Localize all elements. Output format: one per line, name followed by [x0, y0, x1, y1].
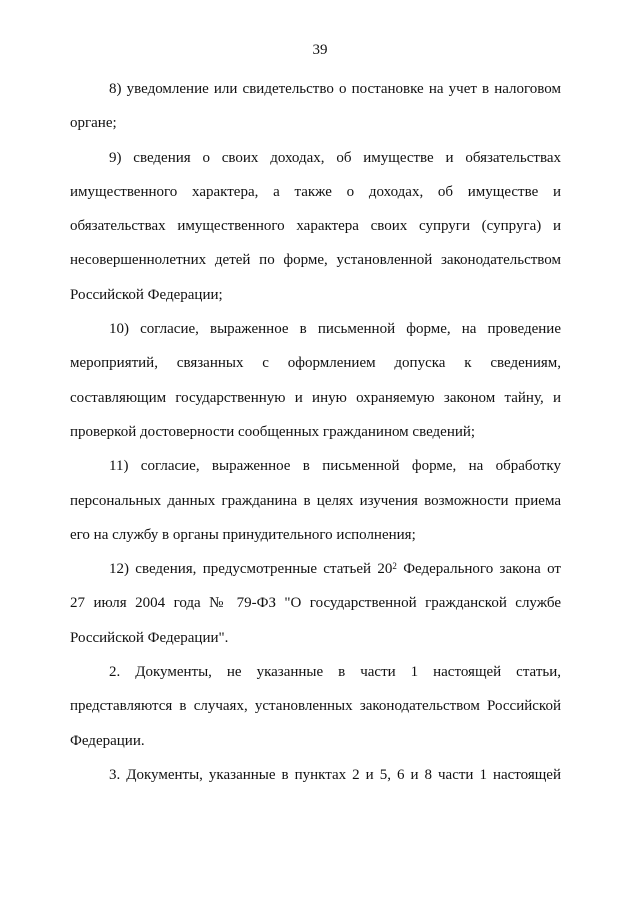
paragraph-part-2: 2. Документы, не указанные в части 1 настоящей статьи, представляются в случаях, установленных законодательством Российской Федерации. — [70, 664, 561, 749]
document-body — [70, 72, 561, 792]
paragraph-item-12-text-after: Федерального закона от 27 июля 2004 года № 79-ФЗ "О государственной гражданской службе Российской Федерации". — [70, 561, 561, 646]
paragraph-item-10: 10) согласие, выраженное в письменной форме, на проведение мероприятий, связанных с оформлением допуска к сведениям, составляющим государственную и иную охраняемую законом тайну, и проверкой достоверности сообщенных гражданином сведений; — [70, 321, 561, 440]
article-superscript: 2 — [392, 561, 397, 572]
paragraph-item-11: 11) согласие, выраженное в письменной форме, на обработку персональных данных гражданина в целях изучения возможности приема его на службу в органы принудительного исполнения; — [70, 458, 561, 543]
paragraph-item-9: 9) сведения о своих доходах, об имуществе и обязательствах имущественного характера, а также о доходах, об имуществе и обязательствах имущественного характера своих супруги (супруга) и несовершеннолетних детей по форме, установленной законодательством Российской Федерации; — [70, 149, 561, 303]
paragraph-item-12-text-before: 12) сведения, предусмотренные статьей 20 — [109, 561, 393, 578]
page-number: 39 — [312, 42, 328, 58]
paragraph-item-12 — [70, 552, 561, 655]
paragraph-item-8: 8) уведомление или свидетельство о постановке на учет в налоговом органе; — [70, 81, 561, 132]
paragraph-part-3: 3. Документы, указанные в пунктах 2 и 5, 6 и 8 части 1 настоящей — [109, 766, 561, 783]
